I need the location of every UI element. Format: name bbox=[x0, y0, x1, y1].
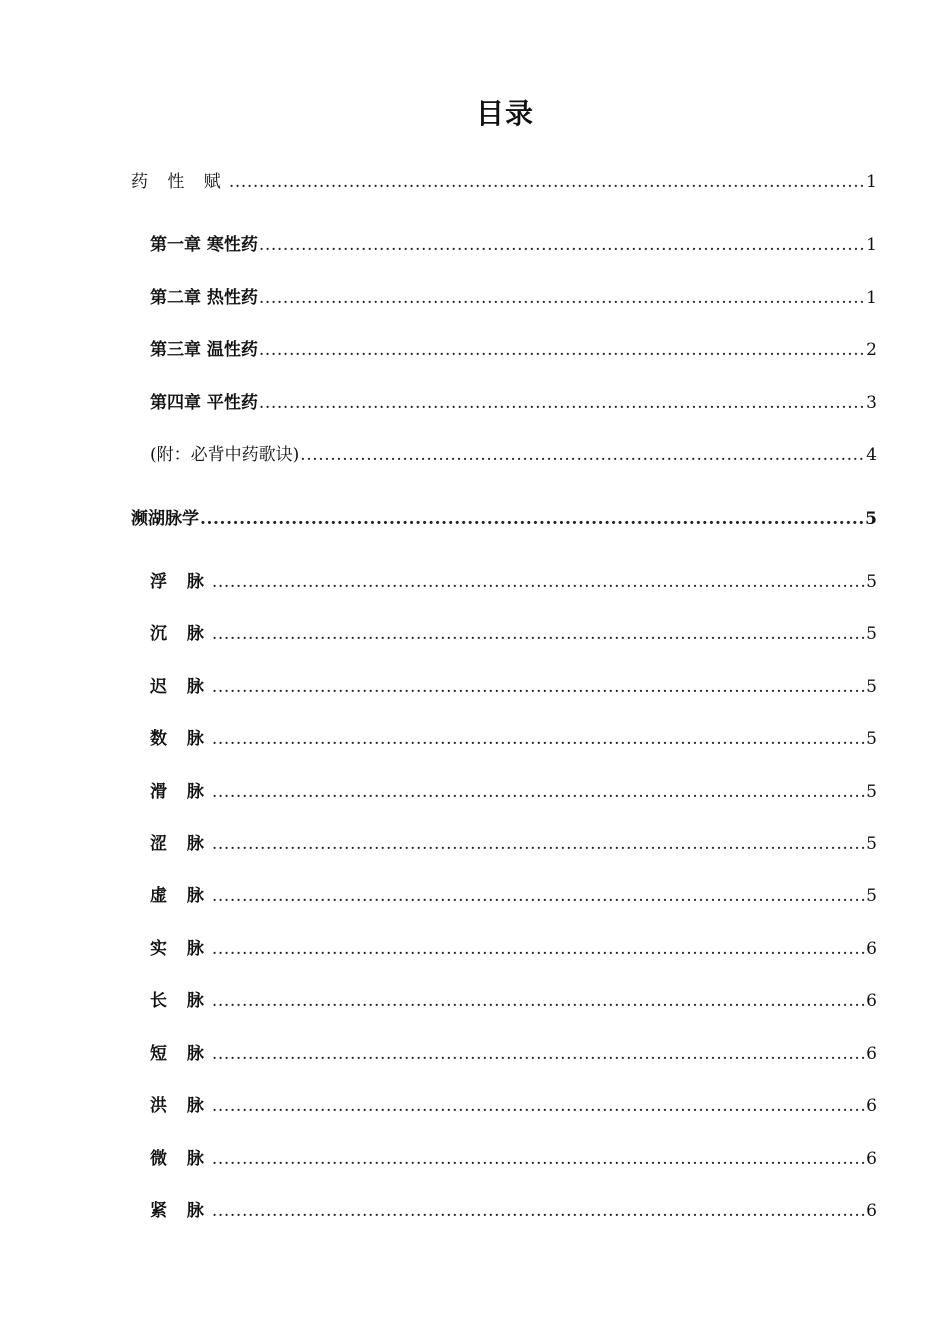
toc-entry-label: 长 脉 bbox=[150, 991, 211, 1011]
toc-entry-duan-mai[interactable] bbox=[150, 1042, 877, 1066]
page-title: 目录 bbox=[475, 97, 534, 130]
toc-entry-hua-mai[interactable] bbox=[150, 780, 877, 804]
toc-entry-chang-mai[interactable] bbox=[150, 989, 877, 1013]
toc-page-number: 5 bbox=[865, 509, 877, 529]
toc-page-number: 1 bbox=[866, 172, 877, 192]
toc-entry-shi-mai[interactable] bbox=[150, 937, 877, 961]
toc-entry-label: 第四章 平性药 bbox=[150, 393, 258, 413]
toc-page-number: 6 bbox=[866, 1149, 877, 1169]
toc-leader-dots bbox=[300, 443, 865, 467]
toc-entry-shu-mai[interactable] bbox=[150, 727, 877, 751]
toc-page-number: 1 bbox=[866, 235, 877, 255]
toc-page-number: 1 bbox=[866, 288, 877, 308]
toc-entry-chapter-2[interactable] bbox=[150, 286, 877, 310]
toc-leader-dots bbox=[212, 832, 865, 856]
toc-entry-label: 微 脉 bbox=[150, 1149, 211, 1169]
toc-leader-dots bbox=[212, 937, 865, 961]
toc-page-number: 5 bbox=[866, 677, 877, 697]
toc-leader-dots bbox=[229, 170, 865, 194]
toc-entry-wei-mai[interactable] bbox=[150, 1147, 877, 1171]
toc-entry-chi-mai[interactable] bbox=[150, 675, 877, 699]
toc-entry-label: 第一章 寒性药 bbox=[150, 235, 258, 255]
toc-entry-xu-mai[interactable] bbox=[150, 884, 877, 908]
toc-page-number: 5 bbox=[866, 834, 877, 854]
toc-entry-label: 涩 脉 bbox=[150, 834, 211, 854]
toc-page-number: 6 bbox=[866, 1096, 877, 1116]
toc-leader-dots bbox=[212, 1147, 865, 1171]
toc-leader-dots bbox=[212, 675, 865, 699]
toc-page-number: 5 bbox=[866, 886, 877, 906]
toc-entry-label: 虚 脉 bbox=[150, 886, 211, 906]
toc-leader-dots bbox=[259, 391, 865, 415]
toc-entry-jin-mai[interactable] bbox=[150, 1199, 877, 1223]
toc-entry-label: 药 性 赋 bbox=[131, 172, 228, 192]
toc-leader-dots bbox=[212, 989, 865, 1013]
toc-entry-label: 滑 脉 bbox=[150, 782, 211, 802]
toc-entry-label: 第二章 热性药 bbox=[150, 288, 258, 308]
toc-page-number: 6 bbox=[866, 1044, 877, 1064]
toc-entry-fu-mai[interactable] bbox=[150, 570, 877, 594]
toc-entry-se-mai[interactable] bbox=[150, 832, 877, 856]
toc-entry-chapter-3[interactable] bbox=[150, 338, 877, 362]
toc-entry-label: 浮 脉 bbox=[150, 572, 211, 592]
toc-leader-dots bbox=[212, 727, 865, 751]
toc-leader-dots bbox=[212, 780, 865, 804]
toc-page-number: 5 bbox=[866, 624, 877, 644]
toc-entry-label: 沉 脉 bbox=[150, 624, 211, 644]
toc-leader-dots bbox=[212, 1094, 865, 1118]
toc-leader-dots bbox=[259, 233, 865, 257]
toc-entry-label: 数 脉 bbox=[150, 729, 211, 749]
toc-entry-label: 实 脉 bbox=[150, 939, 211, 959]
toc-entry-label: 紧 脉 bbox=[150, 1201, 211, 1221]
toc-page-number: 5 bbox=[866, 782, 877, 802]
toc-entry-appendix[interactable] bbox=[150, 443, 877, 467]
toc-page-number: 5 bbox=[866, 729, 877, 749]
toc-entry-chapter-4[interactable] bbox=[150, 391, 877, 415]
toc-page-number: 3 bbox=[866, 393, 877, 413]
toc-leader-dots bbox=[212, 570, 865, 594]
toc-leader-dots bbox=[200, 507, 864, 531]
toc-entry-binhu-maixue[interactable] bbox=[131, 507, 877, 531]
toc-entry-chen-mai[interactable] bbox=[150, 622, 877, 646]
toc-entry-label: (附：必背中药歌诀) bbox=[150, 445, 300, 465]
toc-page-number: 6 bbox=[866, 1201, 877, 1221]
toc-leader-dots bbox=[212, 1199, 865, 1223]
toc-leader-dots bbox=[212, 622, 865, 646]
toc-leader-dots bbox=[212, 1042, 865, 1066]
toc-page-number: 6 bbox=[866, 991, 877, 1011]
toc-leader-dots bbox=[259, 286, 865, 310]
toc-leader-dots bbox=[259, 338, 865, 362]
toc-entry-label: 洪 脉 bbox=[150, 1096, 211, 1116]
toc-leader-dots bbox=[212, 884, 865, 908]
toc-entry-label: 第三章 温性药 bbox=[150, 340, 258, 360]
toc-entry-label: 迟 脉 bbox=[150, 677, 211, 697]
toc-page-number: 4 bbox=[866, 445, 877, 465]
toc-entry-label: 短 脉 bbox=[150, 1044, 211, 1064]
toc-page-number: 2 bbox=[866, 340, 877, 360]
toc-entry-label: 濒湖脉学 bbox=[131, 509, 199, 529]
toc-page-number: 5 bbox=[866, 572, 877, 592]
toc-entry-chapter-1[interactable] bbox=[150, 233, 877, 257]
toc-entry-hong-mai[interactable] bbox=[150, 1094, 877, 1118]
toc-page-number: 6 bbox=[866, 939, 877, 959]
toc-entry-yaoxingfu[interactable] bbox=[131, 170, 877, 194]
